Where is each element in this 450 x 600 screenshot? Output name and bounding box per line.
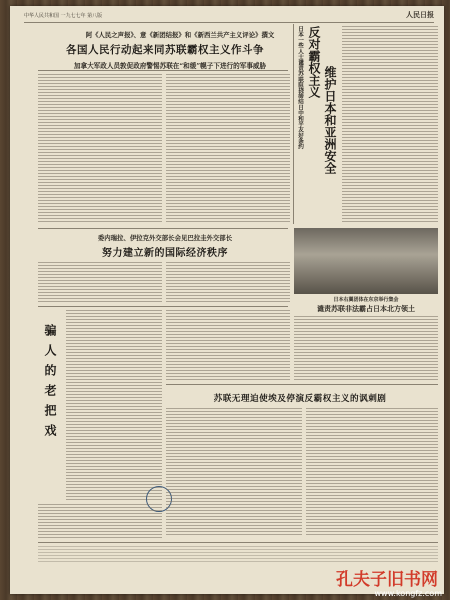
right-headline-1: 反对霸权主义 [307,26,321,98]
left-vertical-headline: 骗人的老把戏 [43,324,57,444]
divider [38,70,288,71]
main-headline: 各国人民行动起来同苏联霸权主义作斗争 [66,44,264,56]
main-deck: 加拿大军政人员敦促政府警惕苏联在“和缓”幌子下进行的军事威胁 [73,62,267,70]
caption-body-text [294,316,438,382]
right-headline-2: 维护日本和亚洲安全 [323,66,337,174]
bottom-body-text [166,408,302,536]
economy-headline: 努力建立新的国际经济秩序 [102,248,228,259]
divider [38,228,288,229]
news-photo [294,228,438,294]
left-body-text [66,310,162,500]
body-text-block [38,74,162,224]
center-body-text [166,310,290,380]
divider [38,306,288,307]
left-body-text-lower [38,504,162,538]
economy-body [166,262,290,302]
right-side-title: 日本一些人士谴责苏联阻挠缔结日中和平友好条约 [297,26,303,150]
column-divider [293,24,294,224]
right-body-text [342,26,438,224]
photo-caption-line: 日本右翼团体在东京举行集会 [333,297,399,303]
photo-caption-headline: 谴责苏联非法霸占日本北方领土 [317,304,415,313]
footer-divider [38,542,438,543]
bottom-body-text [306,408,438,536]
divider [166,384,438,385]
masthead-title: 人民日报 [406,10,434,19]
newspaper-page [10,6,444,594]
watermark: 孔夫子旧书网 [336,570,438,590]
economy-subhead: 委内瑞拉、伊拉克外交部长会见巴拉圭外交部长 [97,234,233,242]
watermark-url: www.kongfz.com [374,589,442,598]
masthead [24,10,434,23]
footer-text [38,546,438,562]
masthead-info: 中华人民共和国 一九七七年 第八版 [24,13,103,19]
bottom-headline: 苏联无理迫使埃及停演反霸权主义的讽刺剧 [213,394,387,404]
economy-body [38,262,162,302]
body-text-block [166,74,290,224]
main-subhead: 阿《人民之声报》、意《新团结报》和《新西兰共产主义评论》撰文 [85,31,275,39]
